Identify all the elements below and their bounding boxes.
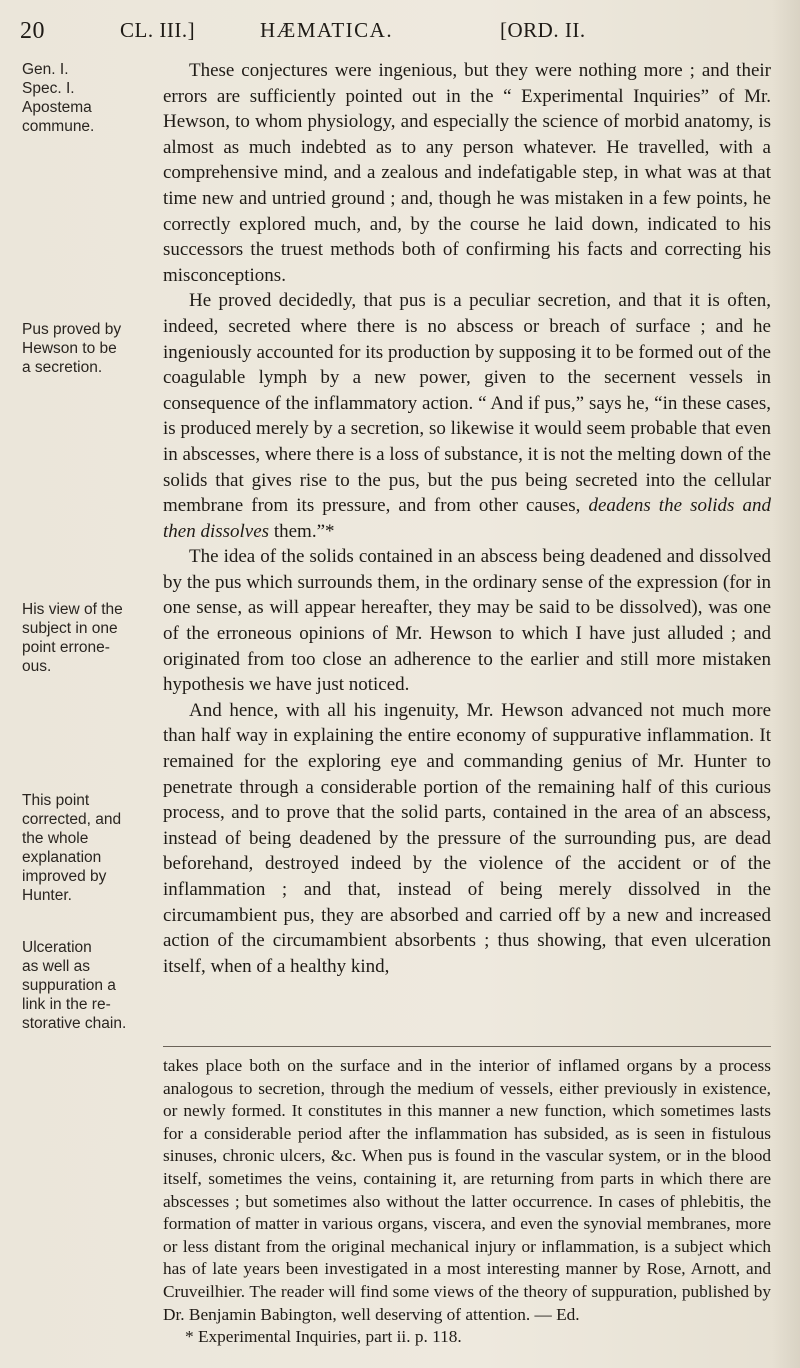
sidenote-line: the whole [22,830,89,847]
paragraph-erroneous-opinion: The idea of the solids contained in an abscess being deadened and dissolved by the pus which surrounds them, in the ordinary sense of the expression (for in one sense, as will appear hereafter, they may be said to be dissolved), was one of the erroneous opinions of Mr. Hewson to which I have just alluded ; and originated from too close an adherence to the earlier and still more mistaken hypothesis we have just noticed. [163,546,771,696]
sidenote-genus [22,60,147,136]
main-text [163,58,771,979]
footnote-reference: * Experimental Inquiries, part ii. p. 118. [185,1327,462,1347]
paragraph-text: He proved decidedly, that pus is a peculiar secretion, and that it is often, indeed, secreted where there is no abscess or breach of surface ; and he ingeniously accounted for its production by supposing it to be formed out of the coagulable lymph by a new power, given to the secernent vessels in consequence of the inflammatory action. “ And if pus,” says he, “in these cases, is produced merely by a secretion, so likewise it would seem probable that even in abscesses, where there is a loss of substance, it is not the melting down of the solids that gives rise to the pus, but the pus being secreted into the cellular membrane from its pressure, and from other causes, [163,290,771,517]
paragraph-hewson-intro: These conjectures were ingenious, but they were nothing more ; and their errors are sufficiently pointed out in the “ Experimental Inquiries” of Mr. Hewson, to whom physiology, and especially the science of morbid anatomy, is almost as much indebted as to any person whatever. He travelled, with a comprehensive mind, and a zealous and indefatigable step, in what was at that time new and untried ground ; and, though he was mistaken in a few points, he correctly explored much, and, by the course he laid down, indicated to his successors the truest methods both of confirming his facts and correcting his misconceptions. [163,60,771,286]
italic-quote: deadens the solids and then dissolves [163,495,771,542]
sidenote-erroneous-view [22,600,147,676]
sidenote-line: commune. [22,118,95,135]
sidenote-line: Hewson to be [22,340,117,357]
sidenote-line: Ulceration [22,939,92,956]
sidenote-line: improved by [22,868,107,885]
sidenote-line: Apostema [22,99,92,116]
sidenote-line: His view of the [22,601,123,618]
sidenote-line: Gen. I. [22,61,69,78]
page-number: 20 [20,18,45,44]
sidenote-line: point errone- [22,639,110,656]
sidenote-line: storative chain. [22,1015,127,1032]
sidenote-pus-secretion [22,320,147,377]
sidenote-line: Hunter. [22,887,72,904]
sidenote-line: as well as [22,958,91,975]
paragraph-hunter: And hence, with all his ingenuity, Mr. Hewson advanced not much more than half way in explaining the entire economy of suppurative inflammation. It remained for the exploring eye and commanding genius of Mr. Hunter to penetrate through a considerable portion of the remaining half of this curious process, and to prove that the solid parts, contained in the area of an abscess, instead of being deadened by the pressure of the surrounding pus, are dead beforehand, destroyed indeed by the violence of the accident or of the inflammation ; and that, instead of being merely dissolved in the circumambient pus, they are absorbed and carried off by a new and increased action of the circumambient absorbents ; thus showing, that even ulceration itself, when of a healthy kind, [163,699,771,977]
order-label: [ORD. II. [500,18,586,42]
running-header [20,18,780,52]
sidenote-line: a secretion. [22,359,103,376]
paragraph-text: them.”* [269,520,335,542]
sidenote-line: Spec. I. [22,80,75,97]
footnote-divider [163,1046,771,1047]
sidenote-hunter [22,791,147,905]
sidenote-line: corrected, and [22,811,122,828]
sidenote-line: This point [22,792,90,809]
class-label: CL. III.] [120,18,196,42]
sidenote-ulceration [22,938,147,1033]
sidenote-line: ous. [22,658,52,675]
sidenote-line: Pus proved by [22,321,122,338]
sidenote-line: suppuration a [22,977,116,994]
sidenote-line: subject in one [22,620,118,637]
running-title: HÆMATICA. [260,18,394,42]
sidenote-line: link in the re- [22,996,111,1013]
editor-note: takes place both on the surface and in the interior of inflamed organs by a process analogous to secretion, through the medium of vessels, either previously in existence, or newly formed. It constitutes in this manner a new function, which sometimes lasts for a considerable period after the inflammation has subsided, as is seen in fistulous sinuses, chronic ulcers, &c. When pus is found in the vascular system, or in the blood itself, sometimes the veins, containing it, are returning from parts in which there are abscesses ; but sometimes also without the latter occurrence. In cases of phlebitis, the formation of matter in various organs, viscera, and even the synovial membranes, more or less distant from the original mechanical injury or inflammation, is a subject which has of late years been investigated in a most interesting manner by Rose, Arnott, and Cruveilhier. The reader will find some views of the theory of suppuration, published by Dr. Benjamin Babington, well deserving of attention. — Ed. [163,1056,771,1324]
page-edge-shadow [772,0,800,1368]
sidenote-line: explanation [22,849,102,866]
footnote-block [163,1055,771,1349]
paragraph-pus-secretion [163,288,771,544]
